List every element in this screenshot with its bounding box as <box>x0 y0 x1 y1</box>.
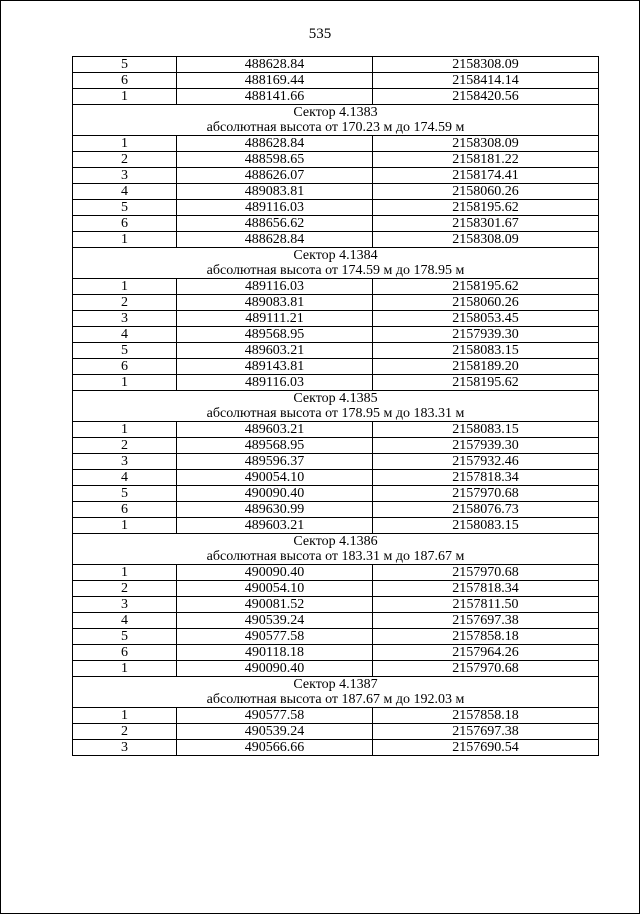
table-row <box>73 343 599 359</box>
y-coordinate-cell: 2157970.68 <box>373 661 599 677</box>
table-row <box>73 359 599 375</box>
sector-altitude: абсолютная высота от 183.31 м до 187.67 м <box>73 549 599 565</box>
y-coordinate-cell: 2157932.46 <box>373 454 599 470</box>
y-coordinate-cell: 2158060.26 <box>373 184 599 200</box>
sector-altitude: абсолютная высота от 174.59 м до 178.95 м <box>73 263 599 279</box>
coordinates-table <box>72 56 599 756</box>
x-coordinate-cell: 488141.66 <box>177 89 373 105</box>
table-row <box>73 708 599 724</box>
point-number-cell: 1 <box>73 708 177 724</box>
y-coordinate-cell: 2158301.67 <box>373 216 599 232</box>
sector-altitude: абсолютная высота от 170.23 м до 174.59 м <box>73 120 599 136</box>
table-row <box>73 152 599 168</box>
y-coordinate-cell: 2158060.26 <box>373 295 599 311</box>
table-row <box>73 724 599 740</box>
y-coordinate-cell: 2158195.62 <box>373 279 599 295</box>
x-coordinate-cell: 490054.10 <box>177 581 373 597</box>
point-number-cell: 6 <box>73 645 177 661</box>
table-row <box>73 740 599 756</box>
x-coordinate-cell: 489116.03 <box>177 200 373 216</box>
point-number-cell: 5 <box>73 486 177 502</box>
sector-title: Сектор 4.1387 <box>73 677 599 693</box>
y-coordinate-cell: 2158195.62 <box>373 200 599 216</box>
table-row <box>73 597 599 613</box>
x-coordinate-cell: 489603.21 <box>177 343 373 359</box>
table-row <box>73 502 599 518</box>
point-number-cell: 1 <box>73 565 177 581</box>
point-number-cell: 1 <box>73 136 177 152</box>
point-number-cell: 1 <box>73 375 177 391</box>
x-coordinate-cell: 490118.18 <box>177 645 373 661</box>
x-coordinate-cell: 490090.40 <box>177 486 373 502</box>
x-coordinate-cell: 488628.84 <box>177 57 373 73</box>
table-row <box>73 613 599 629</box>
sector-title-row <box>73 391 599 407</box>
x-coordinate-cell: 488656.62 <box>177 216 373 232</box>
sector-title-row <box>73 534 599 550</box>
sector-title: Сектор 4.1383 <box>73 105 599 121</box>
table-row <box>73 518 599 534</box>
point-number-cell: 1 <box>73 518 177 534</box>
x-coordinate-cell: 489143.81 <box>177 359 373 375</box>
y-coordinate-cell: 2158076.73 <box>373 502 599 518</box>
table-row <box>73 375 599 391</box>
point-number-cell: 2 <box>73 295 177 311</box>
point-number-cell: 2 <box>73 581 177 597</box>
point-number-cell: 4 <box>73 327 177 343</box>
x-coordinate-cell: 490090.40 <box>177 565 373 581</box>
table-row <box>73 184 599 200</box>
point-number-cell: 4 <box>73 613 177 629</box>
y-coordinate-cell: 2157697.38 <box>373 724 599 740</box>
table-row <box>73 581 599 597</box>
table-row <box>73 470 599 486</box>
sector-altitude: абсолютная высота от 178.95 м до 183.31 м <box>73 406 599 422</box>
x-coordinate-cell: 488628.84 <box>177 136 373 152</box>
sector-title: Сектор 4.1384 <box>73 248 599 264</box>
x-coordinate-cell: 489596.37 <box>177 454 373 470</box>
x-coordinate-cell: 489083.81 <box>177 184 373 200</box>
table-row <box>73 57 599 73</box>
point-number-cell: 4 <box>73 184 177 200</box>
x-coordinate-cell: 490090.40 <box>177 661 373 677</box>
point-number-cell: 1 <box>73 232 177 248</box>
sector-title-row <box>73 248 599 264</box>
x-coordinate-cell: 490539.24 <box>177 613 373 629</box>
point-number-cell: 1 <box>73 422 177 438</box>
x-coordinate-cell: 488628.84 <box>177 232 373 248</box>
table-row <box>73 454 599 470</box>
y-coordinate-cell: 2157697.38 <box>373 613 599 629</box>
x-coordinate-cell: 490577.58 <box>177 708 373 724</box>
y-coordinate-cell: 2157970.68 <box>373 565 599 581</box>
y-coordinate-cell: 2157939.30 <box>373 327 599 343</box>
table-row <box>73 216 599 232</box>
sector-title-row <box>73 677 599 693</box>
x-coordinate-cell: 489603.21 <box>177 518 373 534</box>
sector-altitude: абсолютная высота от 187.67 м до 192.03 м <box>73 692 599 708</box>
point-number-cell: 2 <box>73 152 177 168</box>
y-coordinate-cell: 2157811.50 <box>373 597 599 613</box>
x-coordinate-cell: 489630.99 <box>177 502 373 518</box>
x-coordinate-cell: 489568.95 <box>177 438 373 454</box>
point-number-cell: 6 <box>73 216 177 232</box>
table-row <box>73 168 599 184</box>
y-coordinate-cell: 2157964.26 <box>373 645 599 661</box>
table-row <box>73 327 599 343</box>
point-number-cell: 3 <box>73 597 177 613</box>
table-row <box>73 438 599 454</box>
y-coordinate-cell: 2158083.15 <box>373 518 599 534</box>
sector-altitude-row <box>73 263 599 279</box>
y-coordinate-cell: 2157818.34 <box>373 470 599 486</box>
y-coordinate-cell: 2158181.22 <box>373 152 599 168</box>
y-coordinate-cell: 2158083.15 <box>373 343 599 359</box>
point-number-cell: 5 <box>73 57 177 73</box>
sector-altitude-row <box>73 120 599 136</box>
x-coordinate-cell: 490577.58 <box>177 629 373 645</box>
table-row <box>73 89 599 105</box>
point-number-cell: 6 <box>73 73 177 89</box>
y-coordinate-cell: 2158195.62 <box>373 375 599 391</box>
table-row <box>73 295 599 311</box>
sector-title: Сектор 4.1385 <box>73 391 599 407</box>
table-row <box>73 565 599 581</box>
x-coordinate-cell: 490539.24 <box>177 724 373 740</box>
table-row <box>73 73 599 89</box>
x-coordinate-cell: 489111.21 <box>177 311 373 327</box>
sector-title-row <box>73 105 599 121</box>
y-coordinate-cell: 2157858.18 <box>373 629 599 645</box>
table-row <box>73 232 599 248</box>
point-number-cell: 3 <box>73 740 177 756</box>
point-number-cell: 4 <box>73 470 177 486</box>
point-number-cell: 2 <box>73 724 177 740</box>
x-coordinate-cell: 489568.95 <box>177 327 373 343</box>
x-coordinate-cell: 489116.03 <box>177 375 373 391</box>
page-number: 535 <box>308 26 332 42</box>
y-coordinate-cell: 2157818.34 <box>373 581 599 597</box>
x-coordinate-cell: 490054.10 <box>177 470 373 486</box>
table-row <box>73 279 599 295</box>
x-coordinate-cell: 488626.07 <box>177 168 373 184</box>
point-number-cell: 5 <box>73 200 177 216</box>
y-coordinate-cell: 2158308.09 <box>373 57 599 73</box>
point-number-cell: 1 <box>73 89 177 105</box>
y-coordinate-cell: 2158083.15 <box>373 422 599 438</box>
x-coordinate-cell: 490081.52 <box>177 597 373 613</box>
point-number-cell: 5 <box>73 629 177 645</box>
table-row <box>73 136 599 152</box>
point-number-cell: 6 <box>73 359 177 375</box>
y-coordinate-cell: 2158053.45 <box>373 311 599 327</box>
point-number-cell: 2 <box>73 438 177 454</box>
y-coordinate-cell: 2158308.09 <box>373 232 599 248</box>
point-number-cell: 3 <box>73 168 177 184</box>
y-coordinate-cell: 2158414.14 <box>373 73 599 89</box>
y-coordinate-cell: 2157690.54 <box>373 740 599 756</box>
table-row <box>73 200 599 216</box>
table-row <box>73 422 599 438</box>
y-coordinate-cell: 2158308.09 <box>373 136 599 152</box>
y-coordinate-cell: 2158189.20 <box>373 359 599 375</box>
y-coordinate-cell: 2158174.41 <box>373 168 599 184</box>
point-number-cell: 5 <box>73 343 177 359</box>
y-coordinate-cell: 2158420.56 <box>373 89 599 105</box>
table-row <box>73 661 599 677</box>
x-coordinate-cell: 489116.03 <box>177 279 373 295</box>
x-coordinate-cell: 489083.81 <box>177 295 373 311</box>
coordinates-table-body <box>73 57 599 756</box>
table-row <box>73 311 599 327</box>
sector-altitude-row <box>73 406 599 422</box>
x-coordinate-cell: 488598.65 <box>177 152 373 168</box>
point-number-cell: 1 <box>73 279 177 295</box>
point-number-cell: 1 <box>73 661 177 677</box>
y-coordinate-cell: 2157858.18 <box>373 708 599 724</box>
point-number-cell: 3 <box>73 454 177 470</box>
point-number-cell: 6 <box>73 502 177 518</box>
table-row <box>73 645 599 661</box>
y-coordinate-cell: 2157970.68 <box>373 486 599 502</box>
table-row <box>73 486 599 502</box>
table-row <box>73 629 599 645</box>
x-coordinate-cell: 490566.66 <box>177 740 373 756</box>
point-number-cell: 3 <box>73 311 177 327</box>
sector-altitude-row <box>73 549 599 565</box>
x-coordinate-cell: 488169.44 <box>177 73 373 89</box>
sector-altitude-row <box>73 692 599 708</box>
sector-title: Сектор 4.1386 <box>73 534 599 550</box>
y-coordinate-cell: 2157939.30 <box>373 438 599 454</box>
x-coordinate-cell: 489603.21 <box>177 422 373 438</box>
